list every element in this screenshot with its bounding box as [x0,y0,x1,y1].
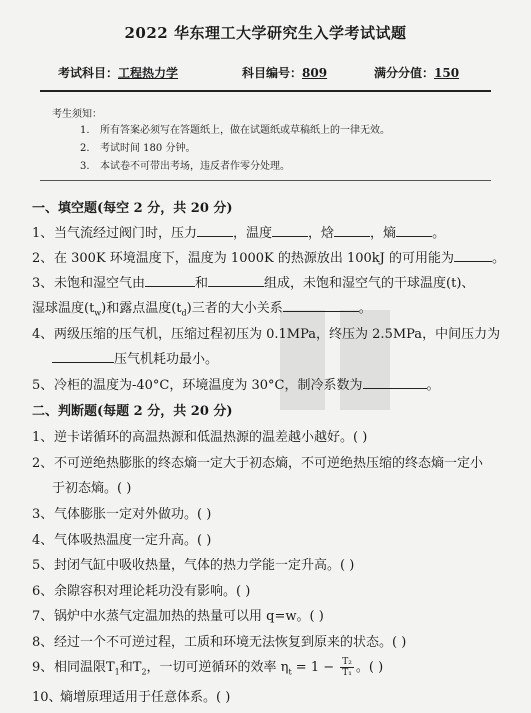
header-divider [40,90,491,92]
score-field [374,64,459,81]
answer-parens[interactable]: ( ) [216,690,231,705]
judge-question-8: 8、经过一个不可逆过程，工质和环境无法恢复到原来的状态。( ) [32,635,407,650]
judge-question-1: 1、逆卡诺循环的高温热源和低温热源的温差越小越好。( ) [32,430,368,445]
fill-question-3-line2: 湿球温度$(t_w)$和露点温度$(t_d)$三者的大小关系 。 [32,301,372,318]
answer-blank[interactable] [52,350,114,363]
judge-question-6: 6、余隙容积对理论耗功没有影响。( ) [32,584,251,599]
fill-question-4: 4、两级压缩的压气机，压缩过程初压为 0.1MPa，终压为 2.5MPa，中间压力为 [32,327,501,342]
notes-divider [40,180,491,181]
section-fill-in-heading: 一、填空题(每空 2 分，共 20 分) [32,201,233,216]
subject-field [58,64,178,81]
answer-parens[interactable]: ( ) [353,430,368,445]
notes-list [80,122,390,176]
judge-question-7: 7、锅炉中水蒸气定温加热的热量可以用 q=w。( ) [32,609,324,624]
answer-parens[interactable]: ( ) [197,533,212,548]
watermark-logo [270,300,400,420]
score-value: 150 [434,66,460,80]
note-item: 2. 考试时间 180 分钟。 [80,143,196,154]
answer-parens[interactable]: ( ) [309,609,324,624]
answer-parens[interactable]: ( ) [117,481,132,496]
answer-parens[interactable]: ( ) [392,635,407,650]
note-item: 3. 本试卷不可带出考场，违反者作零分处理。 [80,161,290,172]
judge-question-2: 2、不可逆绝热膨胀的终态熵一定大于初态熵，不可逆绝热压缩的终态熵一定小 [32,456,484,471]
code-value: 809 [302,66,328,80]
judge-question-5: 5、封闭气缸中吸收热量，气体的热力学能一定升高。( ) [32,558,355,573]
score-label: 满分分值： [374,66,435,80]
judge-question-4: 4、气体吸热温度一定升高。( ) [32,533,212,548]
answer-parens[interactable]: ( ) [236,584,251,599]
answer-blank[interactable] [272,224,308,237]
fill-question-5: 5、冷柜的温度为-40°C，环境温度为 30°C，制冷系数为 。 [32,378,440,393]
note-item: 1. 所有答案必须写在答题纸上，做在试题纸或草稿纸上的一律无效。 [80,125,390,136]
code-label: 科目编号： [242,66,303,80]
answer-blank[interactable] [208,274,264,287]
code-field [242,64,327,81]
answer-parens[interactable]: ( ) [340,558,355,573]
fill-question-1: 1、当气流经过阀门时，压力 ，温度 ，焓 ，熵 。 [32,226,446,241]
answer-blank[interactable] [454,249,492,262]
section-judgment-heading: 二、判断题(每题 2 分，共 20 分) [32,404,233,419]
fill-question-4-line2: 压气机耗功最小。 [52,348,218,367]
efficiency-fraction: $\frac{\text{T₂}}{\text{T₁}}$ [342,657,352,678]
judge-question-10: 10、熵增原理适用于任意体系。( ) [32,690,231,705]
exam-title: 2022 华东理工大学研究生入学考试试题 [124,24,407,42]
judge-question-9: 9、相同温限$T_1$和$T_2$，一切可逆循环的效率 $\eta_t = 1$ − $\frac{\text{T₂}}{\text{T₁}}$ 。( ) [32,657,384,678]
answer-blank[interactable] [145,274,195,287]
answer-blank[interactable] [197,224,233,237]
answer-blank[interactable] [334,224,370,237]
answer-parens[interactable]: ( ) [368,660,384,675]
subject-value: 工程热力学 [118,66,179,80]
judge-question-3: 3、气体膨胀一定对外做功。( ) [32,507,212,522]
answer-blank[interactable] [396,224,432,237]
answer-blank[interactable] [363,376,427,389]
fill-question-3: 3、未饱和湿空气由 和 组成，未饱和湿空气的干球温度(t)、 [32,276,475,291]
fill-question-2: 2、在 300K 环境温度下，温度为 1000K 的热源放出 100kJ 的可用能为 。 [32,251,506,266]
subject-label: 考试科目： [58,66,119,80]
answer-parens[interactable]: ( ) [197,507,212,522]
notes-label: 考生须知： [52,109,102,120]
judge-question-2-line2: 于初态熵。( ) [52,481,132,496]
answer-blank[interactable] [283,299,359,312]
